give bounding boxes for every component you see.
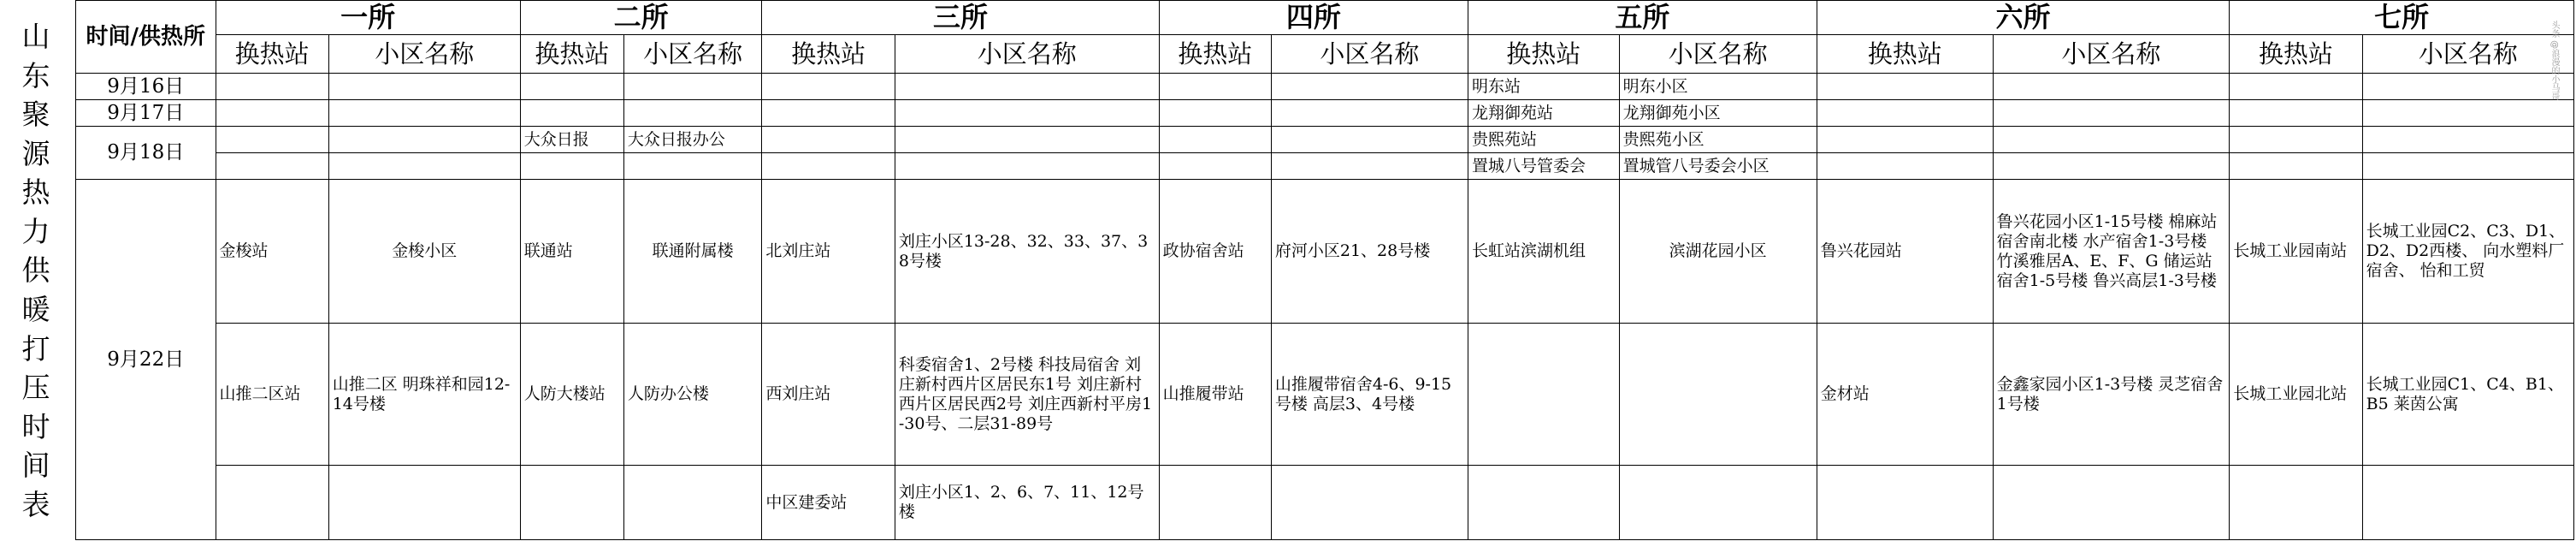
side-title-char: 表 [21, 487, 50, 521]
side-title-char: 间 [21, 449, 50, 483]
date-cell: 9月17日 [76, 100, 216, 127]
table-row [76, 466, 2574, 540]
col-header-station: 换热站 [1159, 35, 1271, 74]
institute-header-4: 四所 [1159, 1, 1468, 35]
col-header-station: 换热站 [1468, 35, 1619, 74]
station-cell: 北刘庄站 [762, 180, 895, 324]
station-cell: 置城八号管委会 [1468, 153, 1619, 180]
community-cell: 刘庄小区13-28、32、33、37、38号楼 [895, 180, 1159, 324]
col-header-station: 换热站 [216, 35, 328, 74]
side-title-char: 东 [21, 58, 50, 92]
community-cell: 长城工业园C1、C4、B1、B5 莱茵公寓 [2362, 324, 2573, 466]
side-title [0, 0, 72, 541]
col-header-community: 小区名称 [328, 35, 520, 74]
station-cell: 政协宿舍站 [1159, 180, 1271, 324]
col-header-community: 小区名称 [623, 35, 762, 74]
date-cell: 9月22日 [76, 180, 216, 540]
community-cell: 联通附属楼 [623, 180, 762, 324]
col-header-station: 换热站 [2230, 35, 2362, 74]
community-cell: 金梭小区 [328, 180, 520, 324]
community-cell: 长城工业园C2、C3、D1、D2、D2西楼、 向水塑料厂宿舍、 怡和工贸 [2362, 180, 2573, 324]
station-cell: 长城工业园南站 [2230, 180, 2362, 324]
station-cell: 贵熙苑站 [1468, 127, 1619, 153]
col-header-community: 小区名称 [1271, 35, 1468, 74]
community-cell: 府河小区21、28号楼 [1271, 180, 1468, 324]
community-cell: 鲁兴花园小区1-15号楼 棉麻站宿舍南北楼 水产宿舍1-3号楼 竹溪雅居A、E、F、G 储运站宿舍1-5号楼 鲁兴高层1-3号楼 [1993, 180, 2230, 324]
institute-header-6: 六所 [1817, 1, 2229, 35]
station-cell: 金梭站 [216, 180, 328, 324]
side-title-char: 时 [21, 409, 50, 443]
col-header-community: 小区名称 [895, 35, 1159, 74]
table-row [76, 100, 2574, 127]
community-cell: 滨湖花园小区 [1619, 180, 1817, 324]
side-title-char: 山 [21, 20, 50, 54]
institute-header-2: 二所 [520, 1, 762, 35]
table-row [76, 127, 2574, 153]
community-cell: 人防办公楼 [623, 324, 762, 466]
table-row [76, 153, 2574, 180]
table-row [76, 74, 2574, 100]
station-cell: 大众日报 [520, 127, 623, 153]
header-row-columns [76, 35, 2574, 74]
community-cell: 贵熙苑小区 [1619, 127, 1817, 153]
community-cell: 科委宿舍1、2号楼 科技局宿舍 刘庄新村西片区居民东1号 刘庄新村西片区居民西2号 刘庄西新村平房1-30号、二层31-89号 [895, 324, 1159, 466]
side-title-char: 暖 [21, 292, 50, 326]
community-cell: 明东小区 [1619, 74, 1817, 100]
community-cell: 刘庄小区1、2、6、7、11、12号楼 [895, 466, 1159, 540]
station-cell: 长城工业园北站 [2230, 324, 2362, 466]
station-cell: 龙翔御苑站 [1468, 100, 1619, 127]
community-cell: 置城管八号委会小区 [1619, 153, 1817, 180]
date-cell: 9月18日 [76, 127, 216, 180]
station-cell: 鲁兴花园站 [1817, 180, 1993, 324]
community-cell: 山推履带宿舍4-6、9-15号楼 高层3、4号楼 [1271, 324, 1468, 466]
watermark: 头条 @浪漫的小马哥 [2549, 21, 2559, 101]
side-title-char: 热 [21, 175, 50, 210]
station-cell: 明东站 [1468, 74, 1619, 100]
community-cell: 金鑫家园小区1-3号楼 灵芝宿舍1号楼 [1993, 324, 2230, 466]
station-cell: 联通站 [520, 180, 623, 324]
side-title-char: 聚 [21, 98, 50, 132]
table-row [76, 324, 2574, 466]
header-row-institutes [76, 1, 2574, 35]
col-header-community: 小区名称 [2362, 35, 2573, 74]
institute-header-5: 五所 [1468, 1, 1817, 35]
institute-header-7: 七所 [2230, 1, 2574, 35]
col-header-station: 换热站 [762, 35, 895, 74]
community-cell: 山推二区 明珠祥和园12-14号楼 [328, 324, 520, 466]
side-title-char: 供 [21, 253, 50, 288]
station-cell: 中区建委站 [762, 466, 895, 540]
station-cell: 金材站 [1817, 324, 1993, 466]
institute-header-1: 一所 [216, 1, 520, 35]
side-title-char: 压 [21, 371, 50, 405]
col-header-station: 换热站 [520, 35, 623, 74]
side-title-char: 打 [21, 331, 50, 366]
date-cell: 9月16日 [76, 74, 216, 100]
community-cell: 龙翔御苑小区 [1619, 100, 1817, 127]
col-header-station: 换热站 [1817, 35, 1993, 74]
col-header-community: 小区名称 [1619, 35, 1817, 74]
pressure-test-schedule-table [75, 0, 2574, 540]
station-cell: 山推二区站 [216, 324, 328, 466]
corner-header: 时间/供热所 [76, 1, 216, 74]
station-cell: 人防大楼站 [520, 324, 623, 466]
table-row [76, 180, 2574, 324]
community-cell: 大众日报办公 [623, 127, 762, 153]
col-header-community: 小区名称 [1993, 35, 2230, 74]
station-cell: 长虹站滨湖机组 [1468, 180, 1619, 324]
side-title-char: 源 [21, 136, 50, 170]
side-title-char: 力 [21, 214, 50, 248]
institute-header-3: 三所 [762, 1, 1159, 35]
station-cell: 西刘庄站 [762, 324, 895, 466]
station-cell: 山推履带站 [1159, 324, 1271, 466]
